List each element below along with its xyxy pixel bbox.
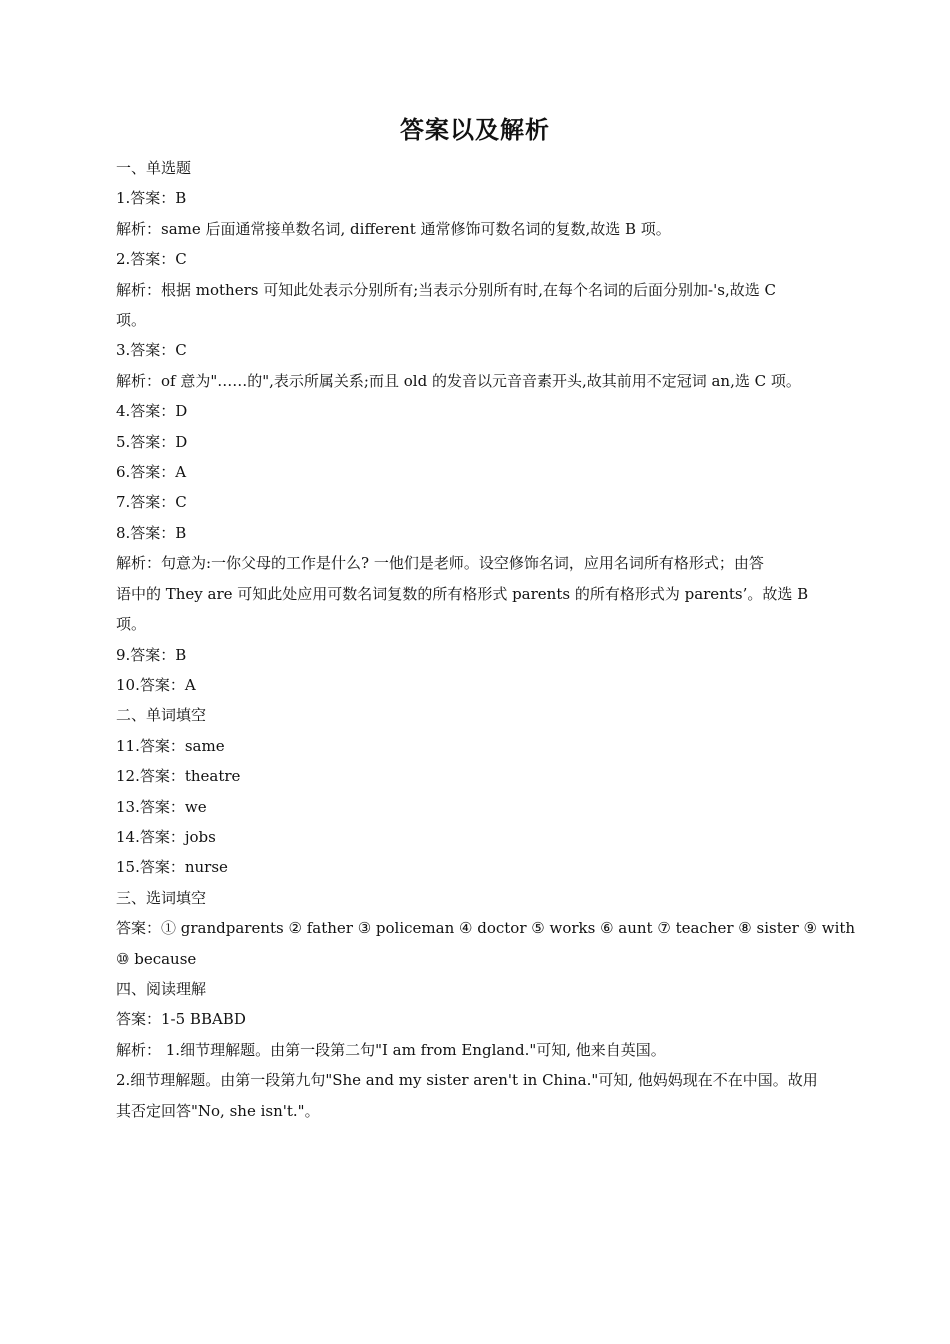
answer-line: 9.答案：B bbox=[116, 645, 187, 664]
section-heading-reading: 四、阅读理解 bbox=[116, 979, 207, 998]
section-heading-word-fill: 二、单词填空 bbox=[116, 706, 207, 725]
answer-content bbox=[116, 153, 856, 1126]
answer-line: 答案：1-5 BBABD bbox=[116, 1010, 246, 1029]
answer-line: 14.答案：jobs bbox=[116, 827, 216, 846]
answer-line: 12.答案：theatre bbox=[116, 767, 241, 786]
answer-line: 5.答案：D bbox=[116, 432, 188, 451]
explanation-line-continued: 其否定回答"No, she isn't."。 bbox=[116, 1101, 320, 1120]
answer-line: 11.答案：same bbox=[116, 736, 225, 755]
answer-line: 2.答案：C bbox=[116, 250, 187, 269]
answer-line: 答案：① grandparents ② father ③ policeman ④ doctor ⑤ works ⑥ aunt ⑦ teacher ⑧ sister ⑨ with bbox=[116, 919, 856, 938]
section-heading-single-choice: 一、单选题 bbox=[116, 159, 192, 177]
explanation-line: 解析：句意为:一你父母的工作是什么? 一他们是老师。设空修饰名词，应用名词所有格形式；由答 bbox=[116, 554, 764, 573]
answer-line: 8.答案：B bbox=[116, 523, 187, 542]
explanation-line: 解析： 1.细节理解题。由第一段第二句"I am from England."可知, 他来自英国。 bbox=[116, 1040, 666, 1059]
answer-line: 13.答案：we bbox=[116, 797, 207, 816]
explanation-line-continued: 项。 bbox=[116, 311, 147, 330]
explanation-line-continued: 项。 bbox=[116, 615, 147, 634]
answer-line: 7.答案：C bbox=[116, 493, 187, 512]
answer-line: 15.答案：nurse bbox=[116, 858, 228, 877]
explanation-line: 解析：same 后面通常接单数名词, different 通常修饰可数名词的复数,故选 B 项。 bbox=[116, 219, 671, 238]
section-heading-choose-word: 三、选词填空 bbox=[116, 888, 207, 907]
answer-line: 4.答案：D bbox=[116, 402, 188, 421]
answer-line-continued: ⑩ because bbox=[116, 949, 197, 968]
answer-line: 10.答案：A bbox=[116, 675, 196, 694]
explanation-line: 解析：根据 mothers 可知此处表示分别所有;当表示分别所有时,在每个名词的后面分别加-'s,故选 C bbox=[116, 280, 776, 299]
explanation-line: 2.细节理解题。由第一段第九句"She and my sister aren't in China."可知, 他妈妈现在不在中国。故用 bbox=[116, 1071, 818, 1090]
explanation-line-continued: 语中的 They are 可知此处应用可数名词复数的所有格形式 parents 的所有格形式为 parents’。故选 B bbox=[116, 584, 809, 603]
answer-line: 3.答案：C bbox=[116, 341, 187, 360]
page-title: 答案以及解析 bbox=[400, 116, 550, 144]
answer-line: 6.答案：A bbox=[116, 463, 187, 482]
explanation-line: 解析：of 意为"……的",表示所属关系;而且 old 的发音以元音音素开头,故其前用不定冠词 an,选 C 项。 bbox=[116, 371, 801, 390]
answer-line: 1.答案：B bbox=[116, 189, 187, 208]
